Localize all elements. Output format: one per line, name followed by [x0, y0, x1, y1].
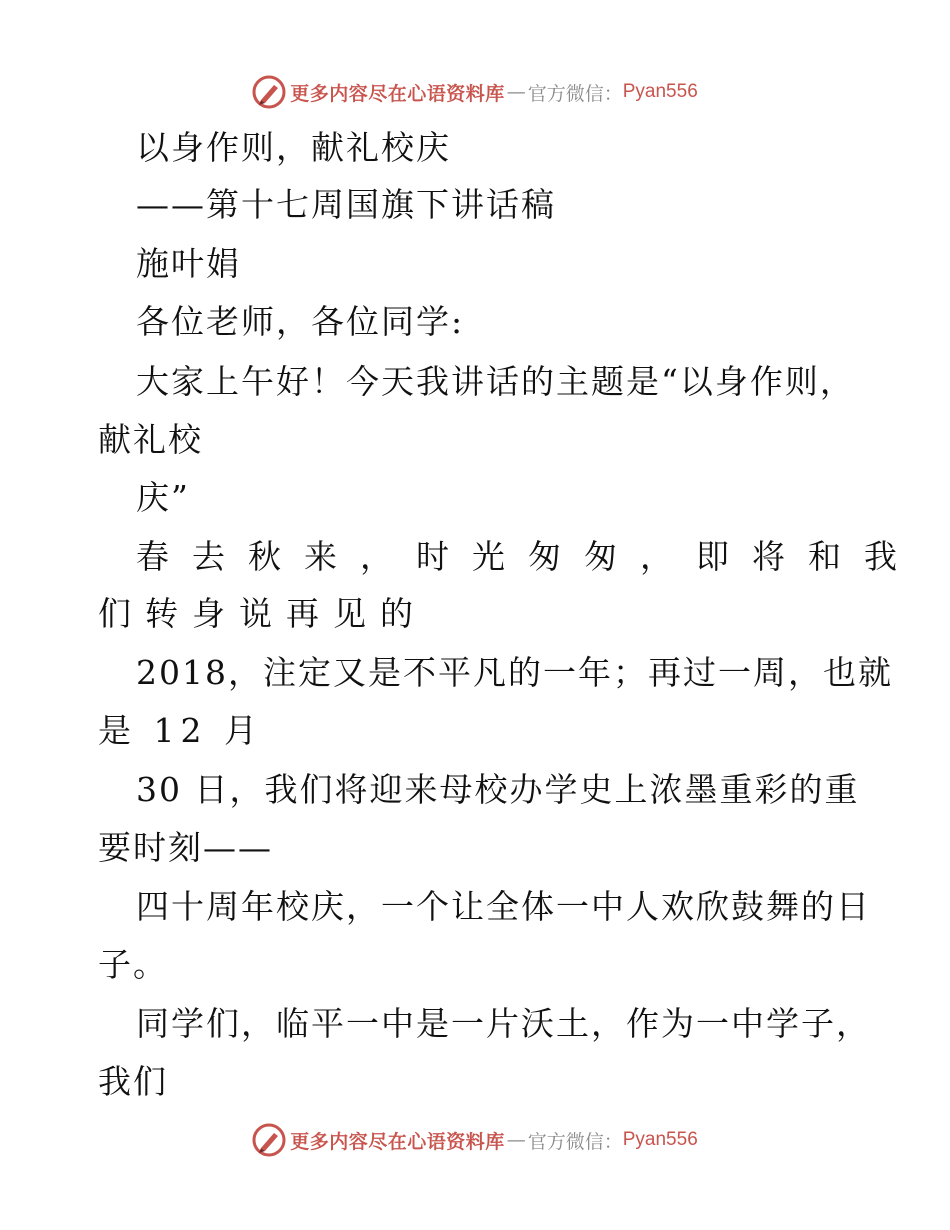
wechat-id: Pyan556 [622, 81, 698, 102]
text-line: 子。 [98, 945, 168, 984]
text-line: 同学们，临平一中是一片沃土，作为一中学子， [136, 1004, 871, 1043]
text-line: 春去秋来，时光匆匆，即将和我 [136, 537, 920, 576]
wechat-id: Pyan556 [622, 1129, 698, 1150]
text-line: 30 日，我们将迎来母校办学史上浓墨重彩的重 [136, 770, 860, 809]
pen-logo-icon [252, 75, 286, 109]
banner-text: 更多内容尽在心语资料库 [290, 1130, 505, 1153]
wechat-label: 官方微信： [527, 82, 623, 105]
banner-text: 更多内容尽在心语资料库 [290, 82, 505, 105]
text-line: 四十周年校庆，一个让全体一中人欢欣鼓舞的日 [136, 887, 871, 926]
text-line: 2018，注定又是不平凡的一年；再过一周，也就 [136, 653, 893, 692]
banner-separator: — [506, 81, 526, 103]
wechat-label: 官方微信： [527, 1130, 623, 1153]
text-line: 们转身说再见的 [98, 594, 427, 633]
text-line: 要时刻—— [98, 828, 273, 867]
author-name: 施叶娟 [136, 244, 241, 283]
document-title: 以身作则，献礼校庆 [136, 128, 451, 167]
text-line: 庆” [136, 478, 190, 517]
text-line: 我们 [98, 1062, 168, 1101]
banner-separator: — [506, 1129, 526, 1151]
header-banner [0, 72, 950, 112]
footer-banner [0, 1120, 950, 1160]
text-line: 献礼校 [98, 420, 203, 459]
document-subtitle: ——第十七周国旗下讲话稿 [136, 185, 556, 224]
text-line: 是 12 月 [98, 711, 263, 750]
text-line: 大家上午好！今天我讲话的主题是“以身作则， [136, 362, 855, 401]
salutation: 各位老师，各位同学: [136, 302, 465, 341]
pen-logo-icon [252, 1123, 286, 1157]
